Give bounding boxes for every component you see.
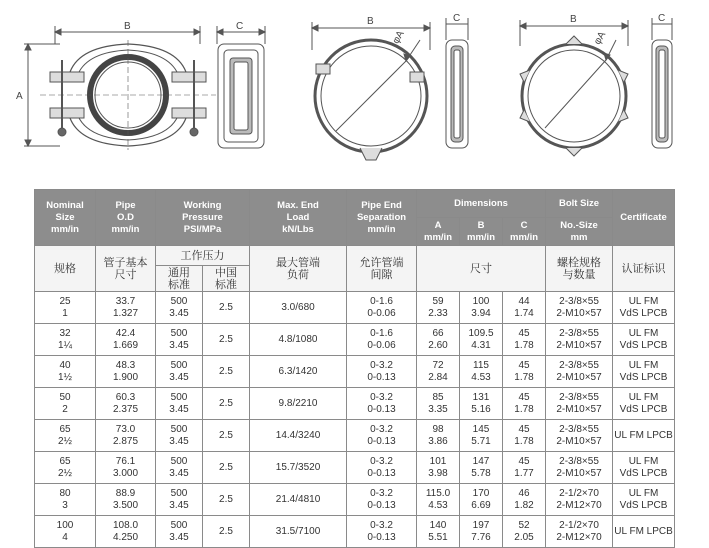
cell-cert: UL FM VdS LPCB <box>613 388 675 420</box>
cell-a: 115.0 4.53 <box>417 484 460 516</box>
cell-size: 80 3 <box>35 484 96 516</box>
label-diameter-3: φA <box>592 29 609 47</box>
header-dim-c: C mm/in <box>503 218 546 246</box>
header-pipe-od: Pipe O.D mm/in <box>96 190 156 246</box>
cell-b: 197 7.76 <box>460 516 503 548</box>
cell-cert: UL FM VdS LPCB <box>613 324 675 356</box>
cell-b: 115 4.53 <box>460 356 503 388</box>
cell-size: 32 1¼ <box>35 324 96 356</box>
cell-c: 45 1.78 <box>503 356 546 388</box>
cell-load: 21.4/4810 <box>250 484 347 516</box>
cell-wp: 500 3.45 <box>156 324 203 356</box>
label-a-1: A <box>16 91 23 102</box>
table-row <box>35 420 675 452</box>
label-c-2: C <box>453 13 461 24</box>
cell-bolt: 2-3/8×55 2-M10×57 <box>546 324 613 356</box>
header-max-end-load: Max. End Load kN/Lbs <box>250 190 347 246</box>
table-row <box>35 516 675 548</box>
cell-cn: 2.5 <box>203 292 250 324</box>
cell-bolt: 2-3/8×55 2-M10×57 <box>546 388 613 420</box>
header-nominal-size: Nominal Size mm/in <box>35 190 96 246</box>
cell-cn: 2.5 <box>203 420 250 452</box>
header-dim-b: B mm/in <box>460 218 503 246</box>
cell-wp: 500 3.45 <box>156 292 203 324</box>
drawing-canvas <box>0 0 709 185</box>
table-row <box>35 292 675 324</box>
cell-bolt: 2-3/8×55 2-M10×57 <box>546 452 613 484</box>
cell-wp: 500 3.45 <box>156 420 203 452</box>
cell-cert: UL FM VdS LPCB <box>613 292 675 324</box>
header-certificate: Certificate <box>613 190 675 246</box>
cell-bolt: 2-1/2×70 2-M12×70 <box>546 484 613 516</box>
cell-sep: 0-3.2 0-0.13 <box>347 484 417 516</box>
cell-size: 40 1½ <box>35 356 96 388</box>
cell-wp: 500 3.45 <box>156 356 203 388</box>
cell-cert: UL FM LPCB <box>613 420 675 452</box>
cell-size: 65 2½ <box>35 452 96 484</box>
cell-a: 101 3.98 <box>417 452 460 484</box>
cell-wp: 500 3.45 <box>156 516 203 548</box>
header-pipe-end-separation: Pipe End Separation mm/in <box>347 190 417 246</box>
coupling-round-view-2 <box>312 22 430 160</box>
cell-cn: 2.5 <box>203 356 250 388</box>
cell-bolt: 2-3/8×55 2-M10×57 <box>546 356 613 388</box>
cell-sep: 0-1.6 0-0.06 <box>347 292 417 324</box>
cell-wp: 500 3.45 <box>156 452 203 484</box>
cell-cn: 2.5 <box>203 516 250 548</box>
spec-table <box>34 189 675 548</box>
zh-header-china-std: 中国 标准 <box>203 266 250 292</box>
cell-a: 85 3.35 <box>417 388 460 420</box>
cell-sep: 0-3.2 0-0.13 <box>347 420 417 452</box>
zh-header-bolt: 螺栓规格 与数量 <box>546 246 613 292</box>
cell-b: 145 5.71 <box>460 420 503 452</box>
cell-sep: 0-3.2 0-0.13 <box>347 388 417 420</box>
zh-header-max-load: 最大管端 负荷 <box>250 246 347 292</box>
label-b-2: B <box>367 16 374 27</box>
zh-header-spec: 规格 <box>35 246 96 292</box>
cell-cn: 2.5 <box>203 388 250 420</box>
cell-wp: 500 3.45 <box>156 484 203 516</box>
coupling-side-view-1 <box>217 26 265 148</box>
cell-cn: 2.5 <box>203 452 250 484</box>
header-bolt-size: Bolt Size <box>546 190 613 218</box>
cell-od: 33.7 1.327 <box>96 292 156 324</box>
zh-header-working-pressure: 工作压力 <box>156 246 250 266</box>
table-row <box>35 484 675 516</box>
cell-load: 3.0/680 <box>250 292 347 324</box>
cell-bolt: 2-1/2×70 2-M12×70 <box>546 516 613 548</box>
cell-sep: 0-3.2 0-0.13 <box>347 452 417 484</box>
cell-od: 42.4 1.669 <box>96 324 156 356</box>
cell-od: 88.9 3.500 <box>96 484 156 516</box>
header-dimensions: Dimensions <box>417 190 546 218</box>
cell-load: 15.7/3520 <box>250 452 347 484</box>
zh-header-separation: 允许管端 间隙 <box>347 246 417 292</box>
cell-od: 60.3 2.375 <box>96 388 156 420</box>
cell-a: 59 2.33 <box>417 292 460 324</box>
cell-bolt: 2-3/8×55 2-M10×57 <box>546 292 613 324</box>
cell-cn: 2.5 <box>203 484 250 516</box>
cell-b: 100 3.94 <box>460 292 503 324</box>
cell-size: 65 2½ <box>35 420 96 452</box>
zh-header-pipe-od: 管子基本 尺寸 <box>96 246 156 292</box>
cell-load: 31.5/7100 <box>250 516 347 548</box>
cell-sep: 0-3.2 0-0.13 <box>347 356 417 388</box>
label-b-1: B <box>124 21 131 32</box>
coupling-round-view-3 <box>520 20 628 156</box>
cell-wp: 500 3.45 <box>156 388 203 420</box>
cell-cert: UL FM VdS LPCB <box>613 484 675 516</box>
cell-a: 98 3.86 <box>417 420 460 452</box>
cell-sep: 0-1.6 0-0.06 <box>347 324 417 356</box>
label-c-1: C <box>236 21 244 32</box>
cell-load: 4.8/1080 <box>250 324 347 356</box>
cell-size: 25 1 <box>35 292 96 324</box>
cell-c: 45 1.77 <box>503 452 546 484</box>
cell-b: 170 6.69 <box>460 484 503 516</box>
zh-header-cert: 认证标识 <box>613 246 675 292</box>
cell-b: 131 5.16 <box>460 388 503 420</box>
cell-a: 140 5.51 <box>417 516 460 548</box>
zh-header-general-std: 通用 标准 <box>156 266 203 292</box>
cell-bolt: 2-3/8×55 2-M10×57 <box>546 420 613 452</box>
cell-od: 108.0 4.250 <box>96 516 156 548</box>
cell-c: 45 1.78 <box>503 420 546 452</box>
coupling-side-view-2 <box>446 18 468 148</box>
cell-b: 109.5 4.31 <box>460 324 503 356</box>
cell-cert: UL FM VdS LPCB <box>613 356 675 388</box>
cell-size: 100 4 <box>35 516 96 548</box>
cell-a: 66 2.60 <box>417 324 460 356</box>
table-row <box>35 356 675 388</box>
header-bolt-sub: No.-Size mm <box>546 218 613 246</box>
cell-cert: UL FM LPCB <box>613 516 675 548</box>
cell-load: 14.4/3240 <box>250 420 347 452</box>
table-row <box>35 388 675 420</box>
cell-c: 46 1.82 <box>503 484 546 516</box>
cell-c: 44 1.74 <box>503 292 546 324</box>
cell-a: 72 2.84 <box>417 356 460 388</box>
technical-drawings <box>0 0 709 185</box>
cell-c: 45 1.78 <box>503 324 546 356</box>
cell-load: 9.8/2210 <box>250 388 347 420</box>
cell-cn: 2.5 <box>203 324 250 356</box>
coupling-front-view <box>24 26 216 150</box>
label-c-3: C <box>658 13 666 24</box>
cell-od: 76.1 3.000 <box>96 452 156 484</box>
cell-size: 50 2 <box>35 388 96 420</box>
cell-load: 6.3/1420 <box>250 356 347 388</box>
cell-sep: 0-3.2 0-0.13 <box>347 516 417 548</box>
table-row <box>35 324 675 356</box>
table-row <box>35 452 675 484</box>
cell-od: 48.3 1.900 <box>96 356 156 388</box>
cell-b: 147 5.78 <box>460 452 503 484</box>
cell-c: 45 1.78 <box>503 388 546 420</box>
zh-header-size: 尺寸 <box>417 246 546 292</box>
cell-c: 52 2.05 <box>503 516 546 548</box>
label-b-3: B <box>570 14 577 25</box>
coupling-side-view-3 <box>652 18 672 148</box>
label-diameter-2: φA <box>390 28 407 46</box>
header-working-pressure: Working Pressure PSI/MPa <box>156 190 250 246</box>
cell-cert: UL FM VdS LPCB <box>613 452 675 484</box>
header-dim-a: A mm/in <box>417 218 460 246</box>
cell-od: 73.0 2.875 <box>96 420 156 452</box>
